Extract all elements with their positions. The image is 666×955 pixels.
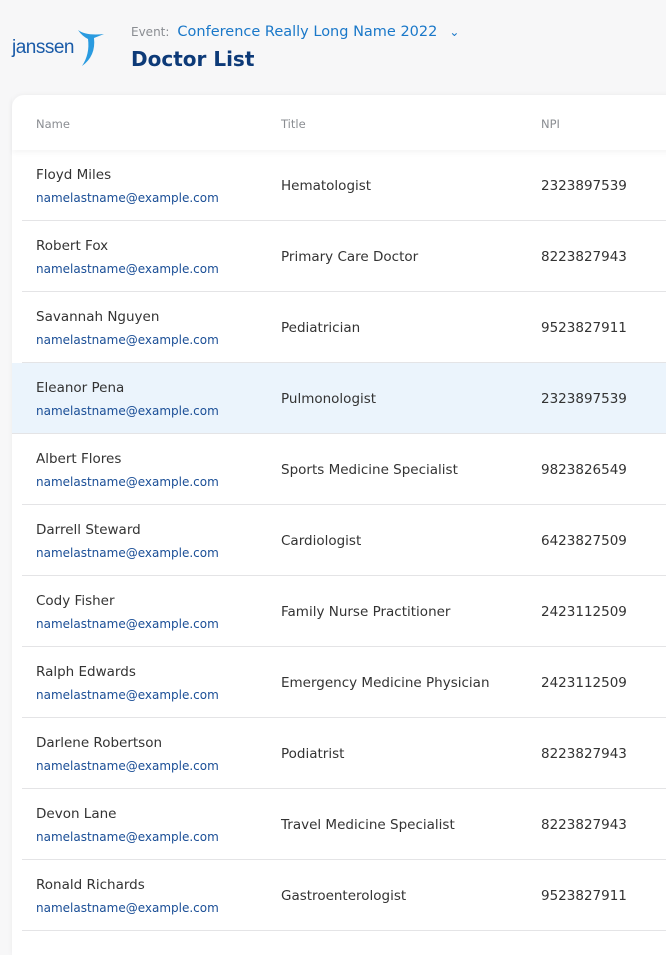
doctor-name: Darlene Robertson: [36, 735, 163, 751]
doctor-email[interactable]: namelastname@example.com: [36, 546, 219, 560]
page-title: Doctor List: [131, 47, 255, 71]
doctor-email[interactable]: namelastname@example.com: [36, 688, 219, 702]
doctor-title: Sports Medicine Specialist: [281, 462, 458, 478]
janssen-logo: [12, 28, 106, 68]
doctor-npi: 2323897539: [541, 178, 627, 194]
doctor-npi: 9823826549: [541, 462, 627, 478]
doctor-email[interactable]: namelastname@example.com: [36, 404, 219, 418]
doctor-npi: 8223827943: [541, 249, 627, 265]
doctor-title: Emergency Medicine Physician: [281, 675, 490, 691]
table-header: [12, 95, 666, 150]
event-selector[interactable]: [131, 24, 459, 40]
doctor-email[interactable]: namelastname@example.com: [36, 191, 219, 205]
doctor-email[interactable]: namelastname@example.com: [36, 759, 219, 773]
table-row[interactable]: [22, 292, 666, 363]
doctor-name: Darrell Steward: [36, 522, 141, 538]
doctor-title: Primary Care Doctor: [281, 249, 419, 265]
logo-wordmark: janssen: [12, 37, 74, 58]
doctor-npi: 9523827911: [541, 888, 627, 904]
doctor-npi: 8223827943: [541, 817, 627, 833]
doctor-title: Gastroenterologist: [281, 888, 407, 904]
doctor-name: Devon Lane: [36, 806, 117, 822]
doctor-name: Ralph Edwards: [36, 664, 136, 680]
doctor-name: Cody Fisher: [36, 593, 115, 609]
doctor-title: Pediatrician: [281, 320, 361, 336]
doctor-npi: 2423112509: [541, 675, 627, 691]
event-value[interactable]: Conference Really Long Name 2022: [177, 24, 438, 40]
doctor-npi: 9523827911: [541, 320, 627, 336]
column-header-npi[interactable]: NPI: [541, 117, 560, 131]
table-row[interactable]: [22, 718, 666, 789]
chevron-down-icon[interactable]: ⌄: [449, 25, 460, 39]
doctor-name: Floyd Miles: [36, 167, 112, 183]
doctor-title: Pulmonologist: [281, 391, 377, 407]
doctor-title: Cardiologist: [281, 533, 362, 549]
doctor-email[interactable]: namelastname@example.com: [36, 475, 219, 489]
doctor-name: Robert Fox: [36, 238, 109, 254]
doctor-name: Savannah Nguyen: [36, 309, 160, 325]
table-row[interactable]: [22, 434, 666, 505]
table-row[interactable]: [22, 860, 666, 931]
doctor-table: [12, 95, 666, 955]
table-row[interactable]: [12, 363, 666, 434]
doctor-npi: 2323897539: [541, 391, 627, 407]
doctor-npi: 2423112509: [541, 604, 627, 620]
column-header-name[interactable]: Name: [36, 117, 70, 131]
table-row[interactable]: [22, 150, 666, 221]
doctor-email[interactable]: namelastname@example.com: [36, 617, 219, 631]
doctor-title: Hematologist: [281, 178, 372, 194]
doctor-name: Ronald Richards: [36, 877, 145, 893]
doctor-email[interactable]: namelastname@example.com: [36, 901, 219, 915]
doctor-npi: 8223827943: [541, 746, 627, 762]
doctor-email[interactable]: namelastname@example.com: [36, 262, 219, 276]
logo-swoosh-icon: [74, 28, 106, 68]
table-row[interactable]: [22, 221, 666, 292]
doctor-email[interactable]: namelastname@example.com: [36, 333, 219, 347]
table-row[interactable]: [22, 647, 666, 718]
doctor-npi: 6423827509: [541, 533, 627, 549]
doctor-name: Albert Flores: [36, 451, 122, 467]
doctor-email[interactable]: namelastname@example.com: [36, 830, 219, 844]
table-row[interactable]: [22, 789, 666, 860]
doctor-title: Family Nurse Practitioner: [281, 604, 451, 620]
doctor-name: Eleanor Pena: [36, 380, 125, 396]
table-row[interactable]: [22, 505, 666, 576]
doctor-title: Podiatrist: [281, 746, 345, 762]
table-row[interactable]: [22, 576, 666, 647]
column-header-title[interactable]: Title: [281, 117, 306, 131]
event-label: Event:: [131, 25, 170, 39]
doctor-title: Travel Medicine Specialist: [281, 817, 455, 833]
